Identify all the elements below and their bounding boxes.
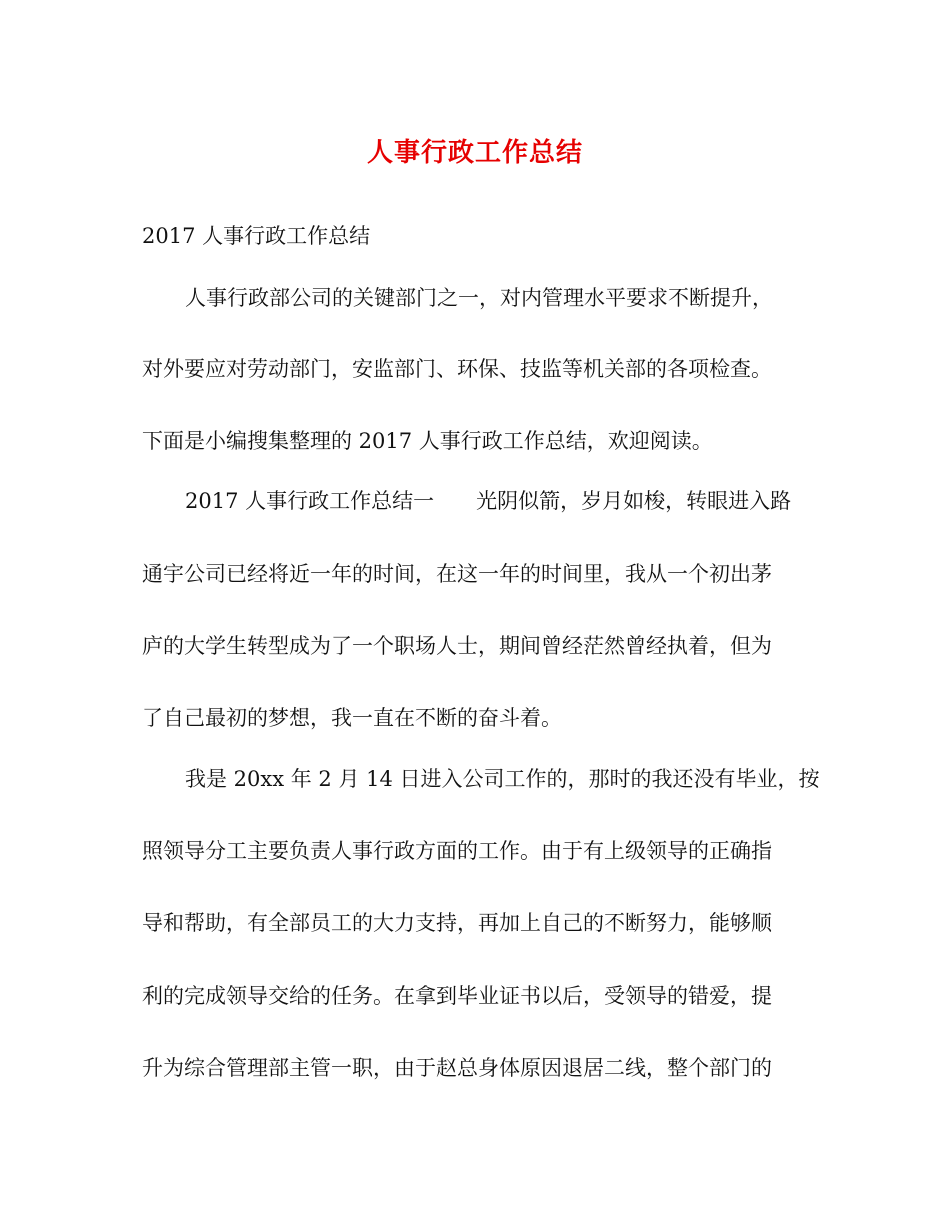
paragraph-line: 利的完成领导交给的任务。在拿到毕业证书以后，受领导的错爱，提	[142, 984, 772, 1008]
paragraph-line: 升为综合管理部主管一职，由于赵总身体原因退居二线，整个部门的	[142, 1056, 772, 1080]
paragraph-line: 通宇公司已经将近一年的时间，在这一年的时间里，我从一个初出茅	[142, 562, 772, 586]
paragraph-line: 照领导分工主要负责人事行政方面的工作。由于有上级领导的正确指	[142, 839, 772, 863]
paragraph-line: 我是 20xx 年 2 月 14 日进入公司工作的，那时的我还没有毕业，按	[185, 767, 820, 791]
paragraph-line: 庐的大学生转型成为了一个职场人士，期间曾经茫然曾经执着，但为	[142, 634, 772, 658]
paragraph-line: 对外要应对劳动部门，安监部门、环保、技监等机关部的各项检查。	[142, 357, 772, 381]
paragraph-line: 人事行政部公司的关键部门之一，对内管理水平要求不断提升，	[185, 286, 773, 310]
document-title: 人事行政工作总结	[366, 138, 583, 168]
paragraph-line: 下面是小编搜集整理的 2017 人事行政工作总结，欢迎阅读。	[142, 429, 713, 453]
paragraph-line: 2017 人事行政工作总结一 光阴似箭，岁月如梭，转眼进入路	[185, 489, 792, 513]
paragraph-line: 导和帮助，有全部员工的大力支持，再加上自己的不断努力，能够顺	[142, 911, 772, 935]
subtitle-line: 2017 人事行政工作总结	[142, 224, 371, 248]
paragraph-line: 了自己最初的梦想，我一直在不断的奋斗着。	[142, 706, 562, 730]
